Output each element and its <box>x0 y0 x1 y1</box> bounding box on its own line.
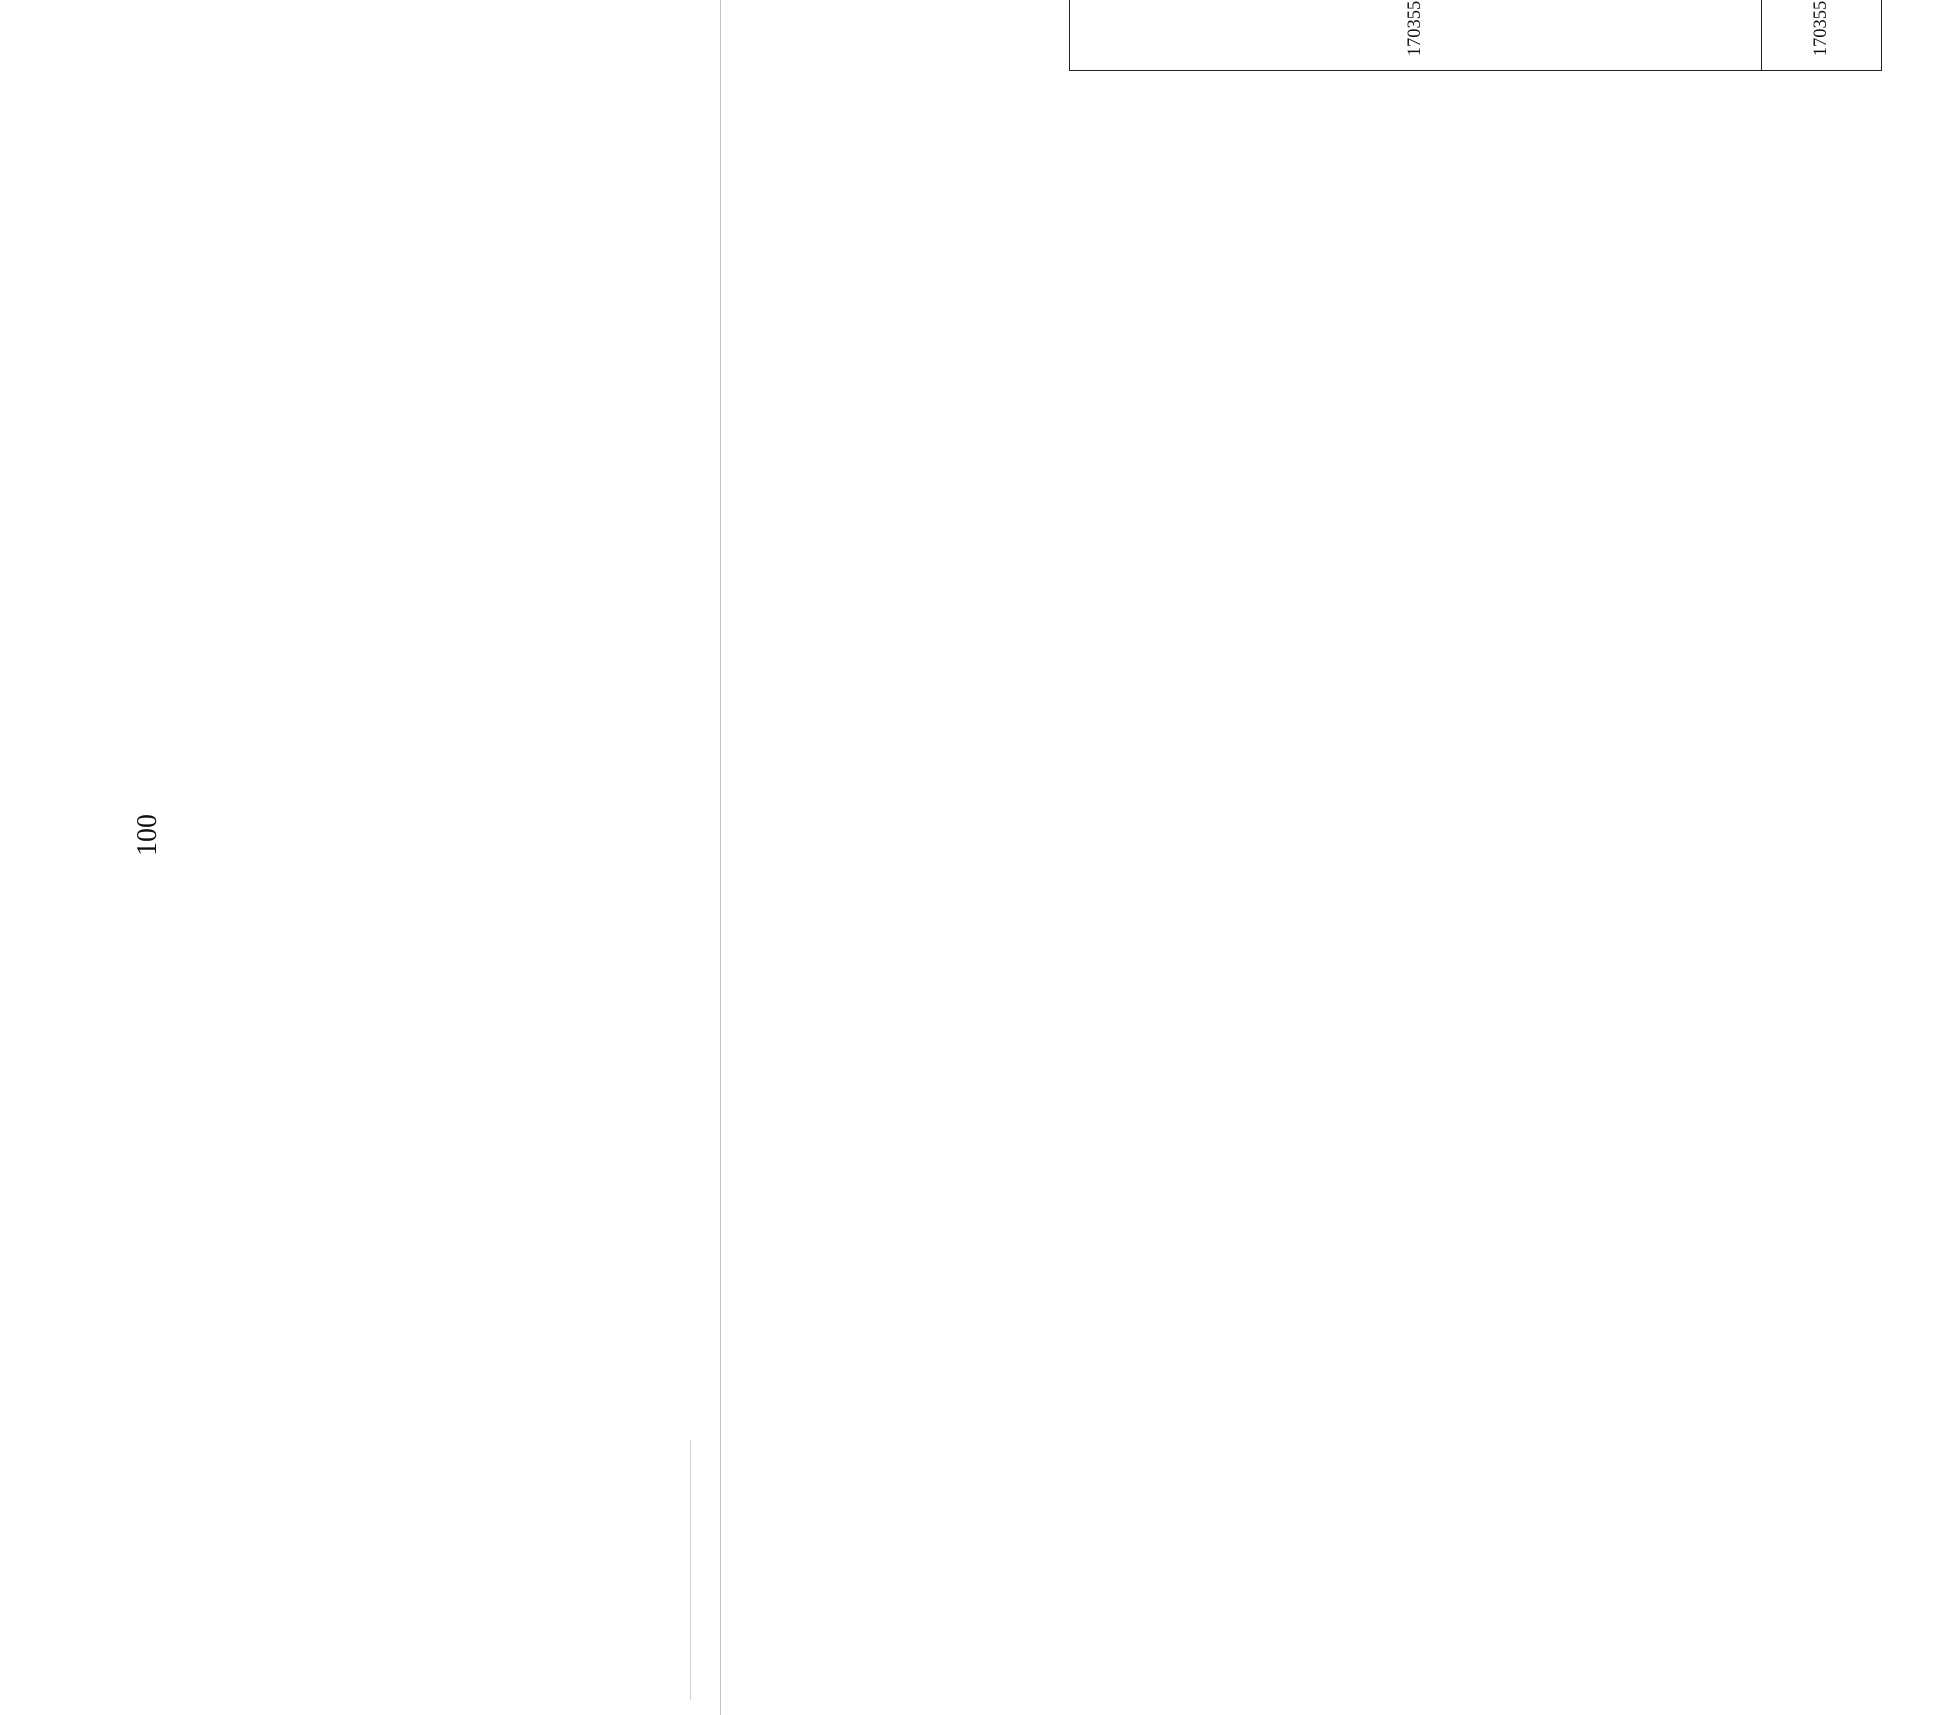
data-table <box>1069 0 1882 71</box>
page-number: 100 <box>132 814 163 856</box>
table-row <box>1070 0 1130 71</box>
table-row <box>1762 0 1882 71</box>
cell-code: 170355 <box>1070 0 1762 71</box>
rotated-table-wrapper <box>1069 0 1950 71</box>
cell-code: 170355 <box>1762 0 1882 71</box>
scan-line <box>720 0 721 1715</box>
scan-line <box>690 1440 691 1700</box>
table-body <box>1070 0 1882 71</box>
